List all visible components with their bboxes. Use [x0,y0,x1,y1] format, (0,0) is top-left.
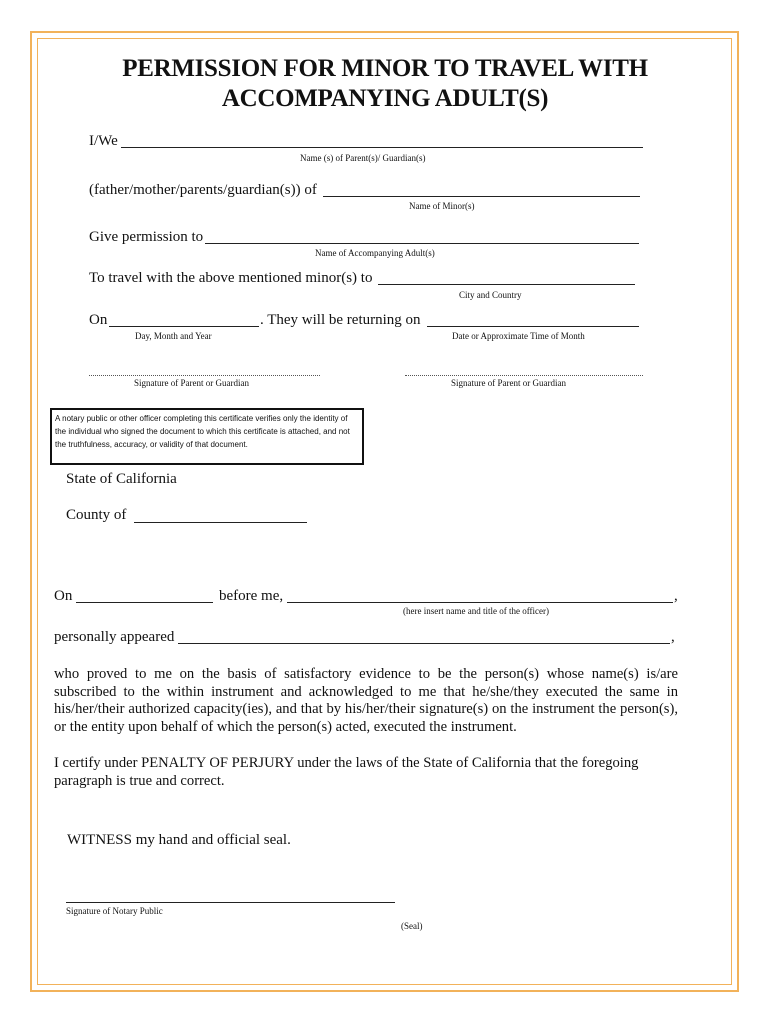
accompanying-adult-caption: Name of Accompanying Adult(s) [315,248,435,258]
form-title-line-2: ACCOMPANYING ADULT(S) [221,85,549,112]
parent-name-caption: Name (s) of Parent(s)/ Guardian(s) [300,153,426,163]
appeared-name-field[interactable] [178,643,670,644]
destination-field[interactable] [378,284,635,285]
notary-signature-line[interactable] [66,902,395,903]
officer-caption: (here insert name and title of the officer) [403,606,550,616]
return-date-caption: Date or Approximate Time of Month [452,331,585,341]
ack-date-field[interactable] [76,602,213,603]
return-date-field[interactable] [427,326,639,327]
returning-label: . They will be returning on [260,312,421,328]
witness-label: WITNESS my hand and official seal. [67,832,291,848]
officer-comma: , [674,588,678,604]
parent-signature-line-left[interactable] [89,375,320,376]
perjury-paragraph: I certify under PENALTY OF PERJURY under the laws of the State of California that the foregoing paragraph is true and correct. [54,755,639,789]
before-me-label: before me, [219,588,284,604]
destination-caption: City and Country [459,290,522,300]
iwe-label: I/We [89,133,118,149]
parent-signature-line-right[interactable] [405,375,643,376]
parent-name-field[interactable] [121,147,643,148]
travel-label: To travel with the above mentioned minor(s) to [89,270,373,286]
county-label: County of [66,507,127,523]
ack-on-label: On [54,588,73,604]
accompanying-adult-field[interactable] [205,243,639,244]
appeared-comma: , [671,629,675,645]
officer-name-field[interactable] [287,602,673,603]
parent-signature-caption-left: Signature of Parent or Guardian [134,378,249,388]
notary-notice-box [50,408,364,465]
seal-label: (Seal) [401,921,423,931]
appeared-label: personally appeared [54,629,175,645]
notary-signature-caption: Signature of Notary Public [66,906,163,916]
minor-name-field[interactable] [323,196,640,197]
state-label: State of California [66,471,177,487]
travel-date-caption: Day, Month and Year [135,331,212,341]
travel-on-label: On [89,312,108,328]
notary-notice-text: A notary public or other officer completing this certificate verifies only the identity of the individual who signed the document to which this certificate is attached, and not the truthfulness, accuracy, or validity of that document. [55,414,350,449]
minor-name-caption: Name of Minor(s) [409,201,475,211]
county-field[interactable] [134,522,307,523]
travel-date-field[interactable] [109,326,259,327]
relation-label: (father/mother/parents/guardian(s)) of [89,182,317,198]
permission-label: Give permission to [89,229,204,245]
form-title-line-1: PERMISSION FOR MINOR TO TRAVEL WITH [122,55,648,82]
proof-paragraph: who proved to me on the basis of satisfactory evidence to be the person(s) whose name(s) is/are subscribed to the within instrument and acknowledged to me that he/she/they executed the same in his/her/their authorized capacity(ies), and that by his/her/their signature(s) on the instrument the person(s), or the entity upon behalf of which the person(s) acted, executed the instrument. [54,666,678,735]
parent-signature-caption-right: Signature of Parent or Guardian [451,378,566,388]
